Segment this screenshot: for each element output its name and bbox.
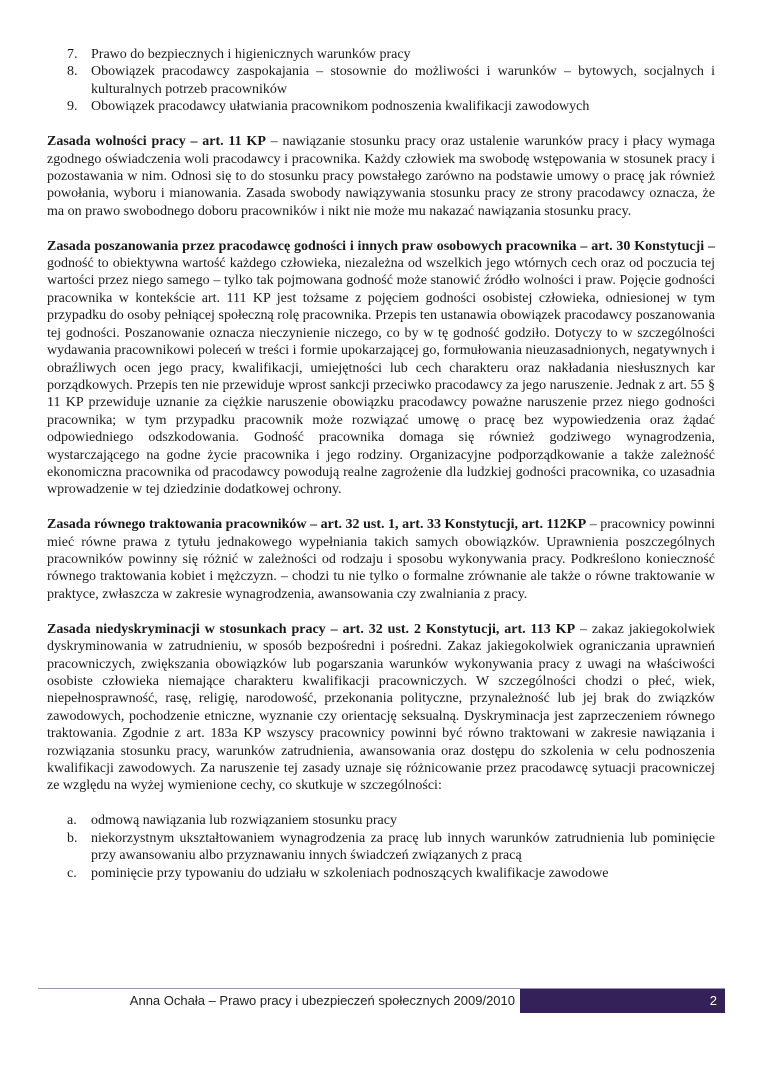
- section-heading: Zasada niedyskryminacji w stosunkach pracy – art. 32 ust. 2 Konstytucji, art. 113 KP: [47, 621, 576, 637]
- list-text: odmową nawiązania lub rozwiązaniem stosunku pracy: [91, 813, 397, 829]
- lettered-list: [47, 812, 715, 882]
- list-item: [47, 812, 715, 829]
- section-non-discrimination: [47, 621, 715, 795]
- section-dignity: [47, 238, 715, 499]
- section-body: – pracownicy powinni mieć równe prawa z tytułu jednakowego wypełniania takich samych obowiązków. Uprawnienia poszczególnych pracowników powinny się różnić w zależności od rodzaju i sposobu wykonywania pracy. Podkreślono konieczność równego traktowania kobiet i mężczyzn. – chodzi tu nie tylko o formalne zrównanie ale także o równe traktowanie w praktyce, zwłaszcza w zakresie wynagrodzenia, awansowania czy zwalniania z pracy.: [47, 517, 715, 602]
- section-body: – zakaz jakiegokolwiek dyskryminowania w zatrudnieniu, w sposób bezpośredni i pośredni. Zakaz jakiegokolwiek ograniczania uprawnień pracowniczych, zwiększania obowiązków lub pogarszania warunków wykonywania pracy z uwagi na właściwości osobiste człowieka niemające charakteru kwalifikacji pracowniczych. W szczególności chodzi o płeć, wiek, niepełnosprawność, rasę, religię, narodowość, przekonania polityczne, przynależność lub jej brak do związków zawodowych, pochodzenie etniczne, wyznanie czy orientację seksualną. Dyskryminacja jest zaprzeczeniem równego traktowania. Zgodnie z art. 183a KP wszyscy pracownicy powinni być równo traktowani w zakresie nawiązania i rozwiązania stosunku pracy, warunków zatrudnienia, awansowania oraz dostępu do szkolenia w celu podnoszenia kwalifikacji zawodowych. Za naruszenie tej zasady uznaje się różnicowanie przez pracodawcę sytuacji pracowniczej ze względu na wyżej wymienione cechy, co skutkuje w szczególności:: [47, 621, 716, 794]
- list-text: Obowiązek pracodawcy zaspokajania – stosownie do możliwości i warunków – bytowych, socjalnych i kulturalnych potrzeb pracowników: [91, 64, 715, 97]
- section-body: godność to obiektywna wartość każdego człowieka, niezależna od wszelkich jego wtórnych cech oraz od poczucia tej wartości przez niego samego – tylko tak pojmowana godność może stanowić źródło wolności i praw. Pojęcie godności pracownika w kontekście art. 111 KP jest tożsame z pojęciem godności osobistej człowieka, odniesionej w tym przypadku do osoby pełniącej społeczną rolę pracownika. Przepis ten ustanawia obowiązek pracodawcy poszanowania tej godności. Poszanowanie oznacza nieczynienie niczego, co by w tę godność godziło. Dotyczy to w szczególności wydawania pracownikowi poleceń w treści i formie upokarzającej go, formułowania nieuzasadnionych, negatywnych i obraźliwych ocen jego pracy, kwalifikacji, umiejętności lub cech charakteru oraz nakładania niesłusznych kar porządkowych. Przepis ten nie przewiduje wprost sankcji przeciwko pracodawcy za jego naruszenie. Jednak z art. 55 § 11 KP przewiduje uznanie za ciężkie naruszenie obowiązku pracodawcy poważne naruszenie przez niego godności pracownika; w tym przypadku pracownik może rozwiązać umowę o pracę bez wypowiedzenia oraz żądać odpowiedniego odszkodowania. Godność pracownika domaga się również godziwego wynagrodzenia, wystarczającego na godne życie pracownika i jego rodziny. Organizacyjne podporządkowanie a także zależność ekonomiczna pracownika od pracodawcy powodują realne zagrożenie dla ludzkiej godności pracownika, co uzasadnia wprowadzenie w tej dziedzinie dodatkowej ochrony.: [47, 256, 715, 498]
- section-heading: Zasada wolności pracy – art. 11 KP: [47, 134, 266, 150]
- list-item: [47, 865, 715, 882]
- list-number: 8.: [67, 64, 78, 80]
- list-letter: a.: [67, 813, 77, 829]
- list-item: [47, 98, 715, 115]
- list-number: 7.: [67, 47, 78, 62]
- numbered-list: [47, 46, 715, 116]
- list-text: Prawo do bezpiecznych i higienicznych warunków pracy: [91, 47, 411, 62]
- list-text: niekorzystnym ukształtowaniem wynagrodzenia za pracę lub innych warunków zatrudnienia lub pominięcie przy awansowaniu albo przyznawaniu innych świadczeń związanych z pracą: [91, 830, 715, 864]
- document-body: [47, 46, 715, 882]
- section-body: – nawiązanie stosunku pracy oraz ustalenie warunków pracy i płacy wymaga zgodnego oświadczenia woli pracodawcy i pracownika. Każdy człowiek ma swobodę wstępowania w stosunek pracy i pozostawania w nim. Odnosi się to do stosunku pracy powstałego zarówno na podstawie umowy o pracę jak również powołania, wyboru i mianowania. Zasada swobody nawiązywania stosunku pracy ze strony pracodawcy oznacza, że ma on prawo swobodnego doboru pracowników i nikt nie może mu nakazać nawiązania stosunku pracy.: [47, 134, 715, 219]
- list-item: [47, 830, 715, 865]
- section-heading: Zasada poszanowania przez pracodawcę godności i innych praw osobowych pracownika – art. 30 Konstytucji –: [47, 238, 715, 254]
- section-freedom-of-work: [47, 133, 715, 220]
- section-equal-treatment: [47, 516, 715, 603]
- list-letter: b.: [67, 830, 78, 846]
- list-letter: c.: [67, 865, 77, 881]
- list-text: pominięcie przy typowaniu do udziału w szkoleniach podnoszących kwalifikacje zawodowe: [91, 865, 609, 881]
- page-number-box: [520, 989, 725, 1013]
- list-item: [47, 46, 715, 63]
- list-number: 9.: [67, 99, 78, 115]
- list-text: Obowiązek pracodawcy ułatwiania pracownikom podnoszenia kwalifikacji zawodowych: [91, 99, 590, 115]
- list-item: [47, 63, 715, 98]
- page-number: 2: [709, 993, 717, 1008]
- footer-text: Anna Ochała – Prawo pracy i ubezpieczeń społecznych 2009/2010: [129, 993, 515, 1008]
- section-heading: Zasada równego traktowania pracowników – art. 32 ust. 1, art. 33 Konstytucji, art. 112KP: [47, 517, 587, 533]
